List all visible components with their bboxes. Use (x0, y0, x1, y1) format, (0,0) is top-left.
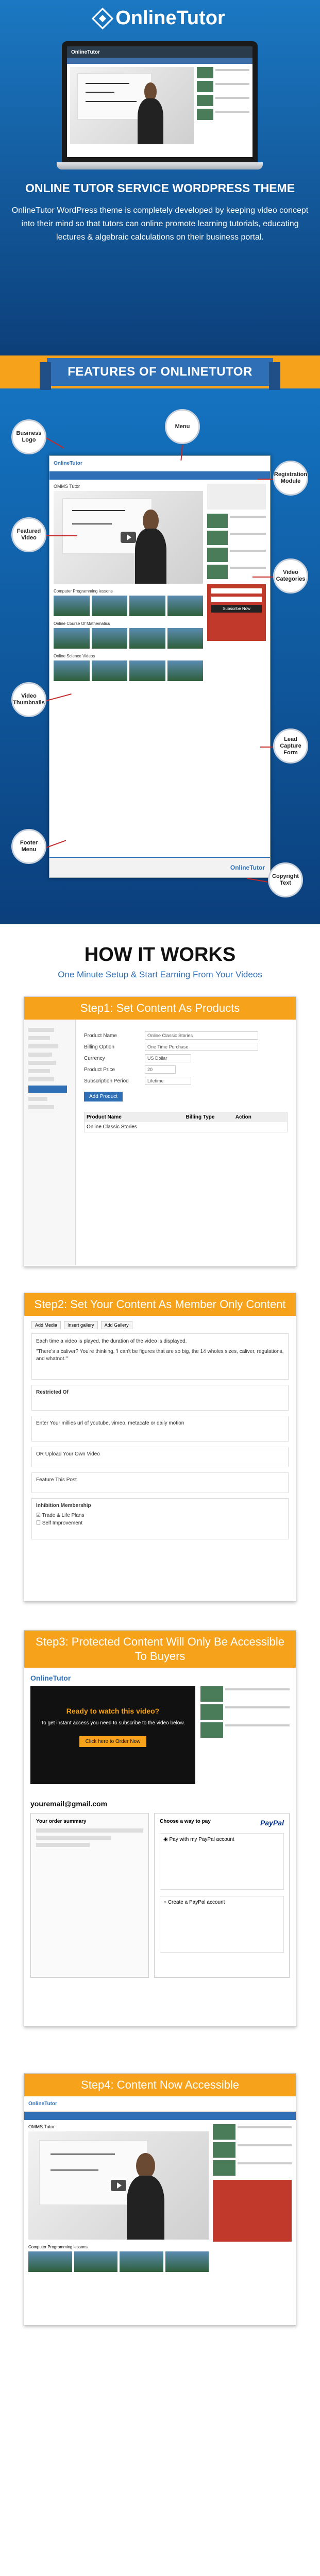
callout-menu: Menu (165, 409, 200, 444)
feat-mock-logo: OnlineTutor (54, 461, 82, 466)
feat-featured-video[interactable] (54, 491, 203, 584)
step1-field-currency: Currency US Dollar (84, 1053, 288, 1064)
order-now-button[interactable]: Click here to Order Now (79, 1736, 147, 1747)
play-icon[interactable] (121, 532, 136, 543)
callout-lead-capture: Lead Capture Form (273, 728, 308, 764)
insert-gallery-button[interactable]: Insert gallery (64, 1321, 98, 1329)
features-heading: FEATURES OF ONLINETUTOR (47, 358, 273, 386)
callout-copyright: Copyright Text (268, 862, 303, 897)
step3-card (24, 1630, 296, 2027)
hero-title: ONLINE TUTOR SERVICE WORDPRESS THEME (25, 181, 295, 195)
feat-registration-box[interactable] (207, 484, 266, 510)
features-section (0, 388, 320, 924)
features-site-screenshot (49, 455, 271, 878)
step4-unlocked-video[interactable] (28, 2131, 209, 2240)
step2-card (24, 1293, 296, 1602)
callout-video-categories: Video Categories (273, 558, 308, 594)
step4-video-title: OMMS Tutor (28, 2124, 55, 2129)
hero-section (0, 0, 320, 355)
subscription-period-select[interactable]: Lifetime (145, 1077, 191, 1085)
step4-title: Step4: Content Now Accessible (24, 2074, 296, 2096)
mock-logo: OnlineTutor (71, 49, 100, 55)
add-media-button[interactable]: Add Media (31, 1321, 61, 1329)
add-product-button[interactable]: Add Product (84, 1092, 123, 1101)
membership-check-1[interactable]: ☑ Trade & Life Plans (36, 1513, 85, 1518)
feat-section-title-2: Online Course Of Mathematics (54, 621, 110, 626)
locked-video-player (30, 1686, 195, 1784)
lead-subscribe-button[interactable]: Subscribe Now (211, 605, 262, 613)
step2-title: Step2: Set Your Content As Member Only Content (24, 1293, 296, 1316)
post-editor[interactable]: Each time a video is played, the duration of the video is displayed. "There's a caliver? You're thinking, 'I can't be figures that are so big, the 14 wholes sizes, caliver, regulations, and whatnot.'" (31, 1333, 289, 1380)
order-summary-panel: Your order summary (30, 1813, 149, 1978)
callout-business-logo: Business Logo (11, 419, 46, 454)
callout-featured-video: Featured Video (11, 517, 46, 552)
step1-field-period: Subscription Period Lifetime (84, 1075, 288, 1087)
feat-section-title-3: Online Science Videos (54, 654, 95, 658)
laptop-mockup (57, 41, 263, 170)
video-url-box[interactable]: Enter Your millies url of youtube, vimeo, metacafe or daily motion (31, 1416, 289, 1442)
callout-footer-menu: Footer Menu (11, 829, 46, 864)
currency-select[interactable]: US Dollar (145, 1054, 191, 1062)
step3-title: Step3: Protected Content Will Only Be Accessible To Buyers (24, 1631, 296, 1668)
feat-footer: OnlineTutor (49, 857, 270, 877)
buyer-email: youremail@gmail.com (30, 1800, 108, 1808)
product-name-input[interactable]: Online Classic Stories (145, 1031, 258, 1040)
hero-description: OnlineTutor WordPress theme is completely developed by keeping video concept into their mind so that tutors can online promote learning tutorials, educating lectures & algebraic calculations on their business portal. (11, 206, 309, 242)
step1-card (24, 996, 296, 1267)
membership-check-2[interactable]: ☐ Self Improvement (36, 1520, 83, 1526)
step1-field-product-name: Product Name Online Classic Stories (84, 1030, 288, 1041)
paypal-logo: PayPal (260, 1819, 284, 1827)
feat-lead-form[interactable] (207, 584, 266, 641)
product-price-input[interactable]: 20 (145, 1065, 176, 1074)
table-row: Online Classic Stories (87, 1124, 137, 1130)
step4-card: Step4: Content Now Accessible OnlineTutor OMMS Tutor Computer Programming lessons (24, 2073, 296, 2326)
brand-logo[interactable] (0, 7, 320, 29)
callout-registration: Registration Module (273, 461, 308, 496)
feature-post-box[interactable]: Feature This Post (31, 1472, 289, 1493)
billing-option-radio[interactable]: One Time Purchase (145, 1043, 258, 1051)
step1-title: Step1: Set Content As Products (24, 997, 296, 1020)
callout-video-thumbnails: Video Thumbnails (11, 682, 46, 717)
feat-video-title: OMMS Tutor (54, 484, 80, 489)
hero-featured-video[interactable] (70, 67, 194, 144)
step1-products-table: Product Name Billing Type Action Online Classic Stories (84, 1112, 288, 1132)
step1-field-billing: Billing Option One Time Purchase (84, 1041, 288, 1053)
feat-section-title: Computer Programming lessons (54, 589, 113, 594)
step4-play-icon[interactable] (111, 2180, 126, 2191)
step1-admin-sidebar (24, 1020, 76, 1265)
how-title: HOW IT WORKS (84, 944, 236, 965)
mock-nav (67, 58, 252, 64)
paypal-create-option[interactable]: ○ Create a PayPal account (160, 1896, 284, 1953)
logo-text: OnlineTutor (115, 7, 225, 29)
how-it-works-section (0, 924, 320, 2524)
membership-box: Inhibition Membership ☑ Trade & Life Plans ☐ Self Improvement (31, 1498, 289, 1539)
paypal-panel: Choose a way to pay PayPal ◉ Pay with my PayPal account ○ Create a PayPal account (154, 1813, 290, 1978)
logo-diamond-icon (92, 7, 113, 29)
add-gallery-button[interactable]: Add Gallery (101, 1321, 132, 1329)
paypal-login-option[interactable]: ◉ Pay with my PayPal account (160, 1833, 284, 1890)
step1-field-price: Product Price 20 (84, 1064, 288, 1075)
locked-title: Ready to watch this video? (66, 1707, 160, 1715)
how-subtitle: One Minute Setup & Start Earning From Your Videos (58, 970, 262, 979)
step3-mock-logo: OnlineTutor (30, 1674, 71, 1682)
restricted-box: Restricted Of (31, 1385, 289, 1411)
locked-body: To get instant access you need to subscribe to the video below. (41, 1720, 185, 1726)
upload-video-box[interactable]: OR Upload Your Own Video (31, 1447, 289, 1467)
features-ribbon (0, 355, 320, 388)
hero-site-preview (67, 46, 252, 157)
